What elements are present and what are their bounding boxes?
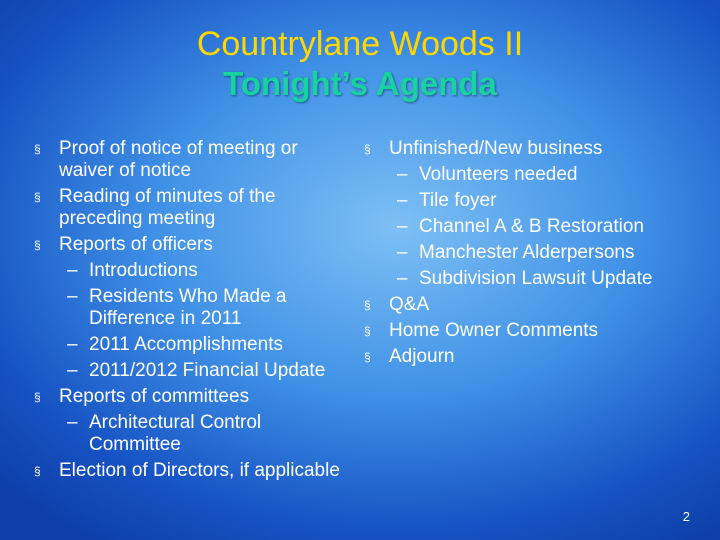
agenda-subitem [389,190,702,212]
dash-icon: – [397,268,408,289]
agenda-item [32,460,348,482]
agenda-subitem [389,164,702,186]
dash-icon: – [397,190,408,211]
agenda-subitem [389,268,702,290]
title-line-1: Countrylane Woods II [196,25,524,63]
agenda-subitem [59,286,348,330]
agenda-item [32,138,348,182]
agenda-item [362,346,702,368]
agenda-item-label: Adjourn [389,346,455,367]
agenda-subitem-label: Tile foyer [419,190,497,211]
agenda-subitem-label: 2011 Accomplishments [89,334,283,355]
bullet-icon: § [364,298,371,312]
agenda-item-label: Reading of minutes of the preceding meeting [59,186,276,229]
agenda-subitem-list [59,412,348,456]
agenda-item [362,294,702,316]
agenda-subitem [389,216,702,238]
agenda-item-label: Reports of committees [59,386,250,407]
agenda-subitem [59,360,348,382]
agenda-subitem-label: Architectural Control Committee [89,412,262,455]
agenda-item-label: Unfinished/New business [389,138,603,159]
agenda-item-label: Election of Directors, if applicable [59,460,340,481]
agenda-subitem [389,242,702,264]
agenda-subitem-label: Volunteers needed [419,164,578,185]
bullet-icon: § [364,350,371,364]
agenda-item [362,138,702,290]
right-agenda-list [362,138,702,368]
bullet-icon: § [34,190,41,204]
agenda-subitem-label: 2011/2012 Financial Update [89,360,326,381]
dash-icon: – [67,412,78,433]
agenda-subitem-list [59,260,348,382]
bullet-icon: § [364,142,371,156]
agenda-subitem-label: Channel A & B Restoration [419,216,644,237]
agenda-subitem-label: Introductions [89,260,198,281]
dash-icon: – [67,360,78,381]
agenda-subitem [59,334,348,356]
agenda-item [32,186,348,230]
left-agenda-list [32,138,348,482]
slide-title [0,24,720,104]
agenda-item-label: Home Owner Comments [389,320,599,341]
agenda-item [32,386,348,456]
bullet-icon: § [34,390,41,404]
agenda-item-label: Proof of notice of meeting or waiver of notice [59,138,298,181]
dash-icon: – [397,164,408,185]
agenda-subitem-label: Residents Who Made a Difference in 2011 [89,286,287,329]
left-agenda-column [32,138,348,486]
bullet-icon: § [34,142,41,156]
page-number: 2 [682,509,690,524]
agenda-subitem-list [389,164,702,290]
right-agenda-column [362,138,702,372]
agenda-subitem-label: Subdivision Lawsuit Update [419,268,653,289]
bullet-icon: § [34,464,41,478]
dash-icon: – [67,260,78,281]
agenda-item [32,234,348,382]
agenda-item [362,320,702,342]
agenda-subitem [59,412,348,456]
dash-icon: – [67,286,78,307]
agenda-item-label: Reports of officers [59,234,213,255]
dash-icon: – [397,242,408,263]
title-line-2: Tonight’s Agenda [223,65,497,102]
bullet-icon: § [34,238,41,252]
dash-icon: – [397,216,408,237]
bullet-icon: § [364,324,371,338]
agenda-subitem [59,260,348,282]
agenda-subitem-label: Manchester Alderpersons [419,242,635,263]
dash-icon: – [67,334,78,355]
agenda-item-label: Q&A [389,294,430,315]
